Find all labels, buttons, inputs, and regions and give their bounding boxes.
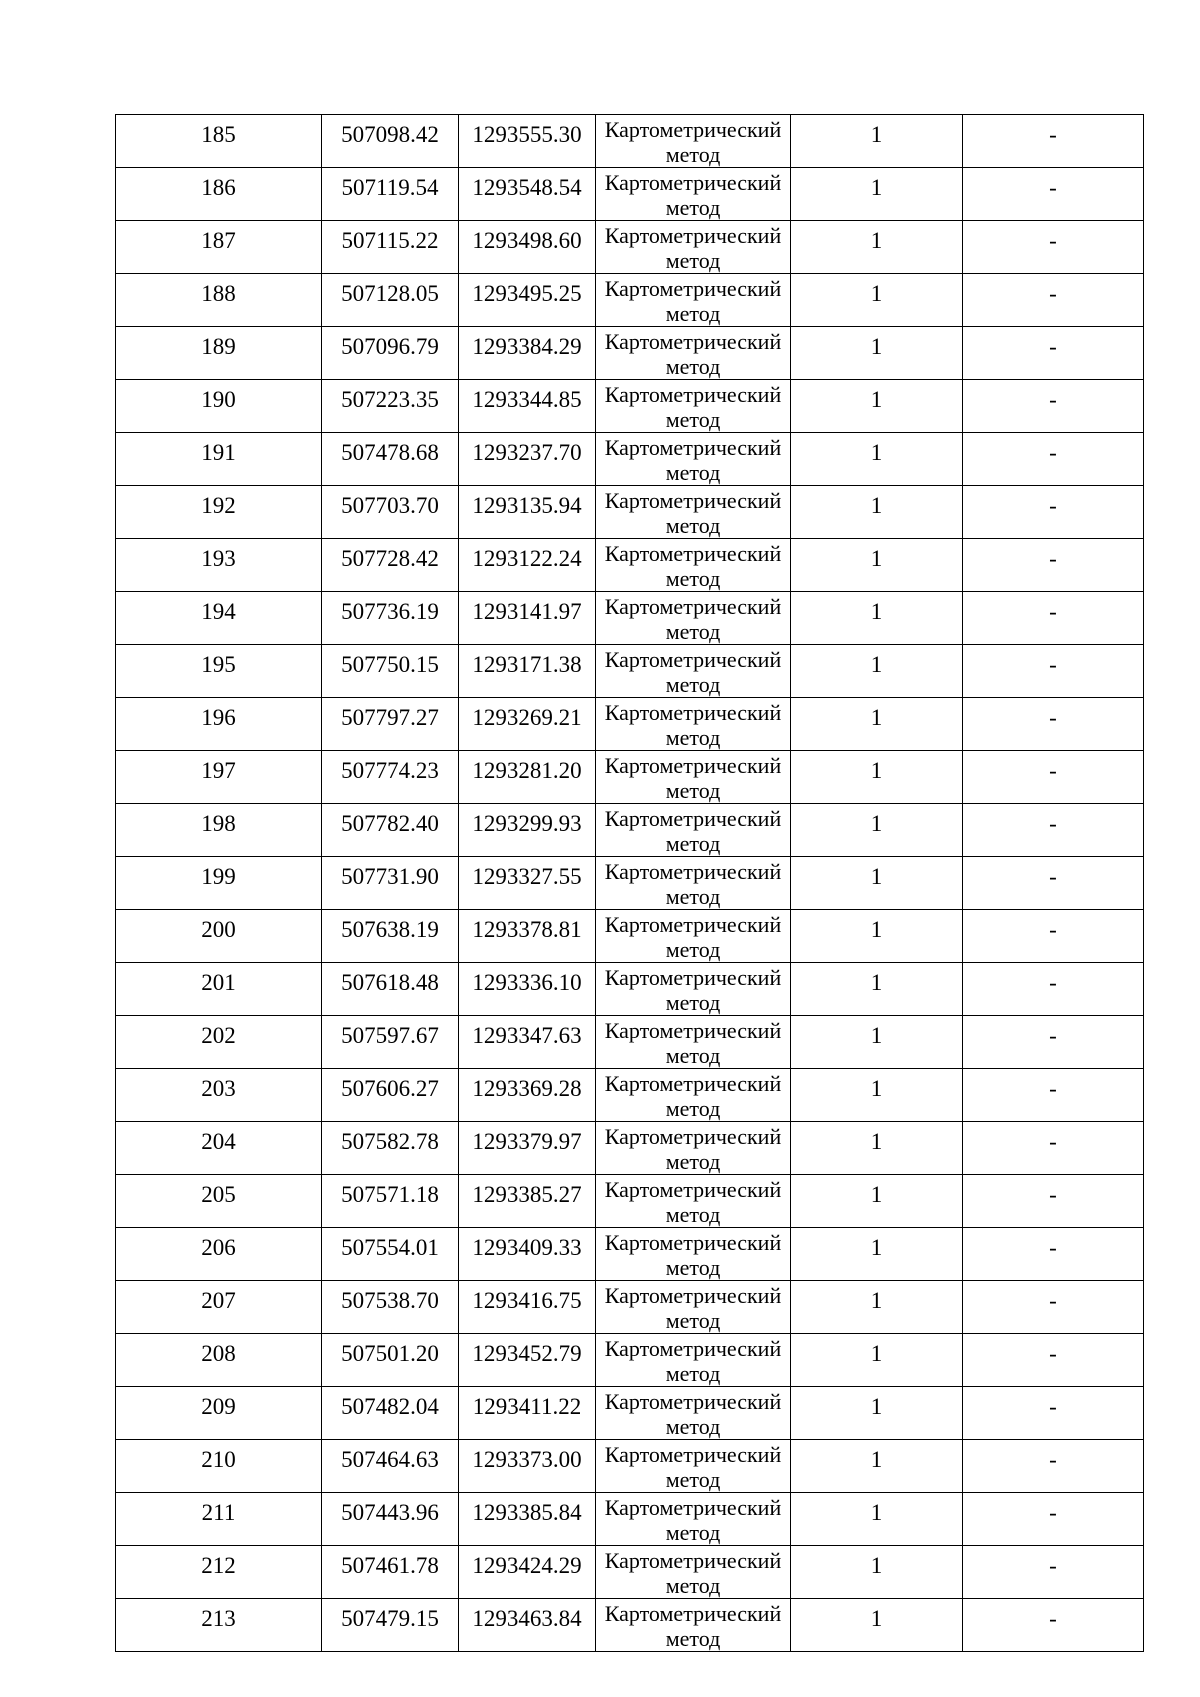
note-cell: -: [963, 327, 1144, 380]
x-coordinate-cell: 507618.48: [322, 963, 459, 1016]
accuracy-cell: 1: [791, 1228, 963, 1281]
y-coordinate-cell: 1293452.79: [459, 1334, 596, 1387]
table-row: [116, 857, 1144, 910]
accuracy-cell: 1: [791, 1493, 963, 1546]
table-body: [116, 115, 1144, 1652]
method-cell: [596, 1387, 791, 1440]
table-row: [116, 327, 1144, 380]
x-coordinate-cell: 507728.42: [322, 539, 459, 592]
x-coordinate-cell: 507582.78: [322, 1122, 459, 1175]
point-number-cell: 202: [116, 1016, 322, 1069]
table-row: [116, 1493, 1144, 1546]
method-line1: Картометрический: [604, 541, 782, 566]
accuracy-cell: 1: [791, 274, 963, 327]
method-cell: [596, 221, 791, 274]
note-cell: -: [963, 963, 1144, 1016]
method-cell: [596, 804, 791, 857]
point-number-cell: 203: [116, 1069, 322, 1122]
y-coordinate-cell: 1293385.84: [459, 1493, 596, 1546]
method-line1: Картометрический: [604, 1071, 782, 1096]
x-coordinate-cell: 507501.20: [322, 1334, 459, 1387]
method-cell: [596, 380, 791, 433]
note-cell: -: [963, 1281, 1144, 1334]
y-coordinate-cell: 1293424.29: [459, 1546, 596, 1599]
method-line1: Картометрический: [604, 329, 782, 354]
point-number-cell: 211: [116, 1493, 322, 1546]
method-line2: метод: [665, 1149, 721, 1174]
table-row: [116, 1228, 1144, 1281]
x-coordinate-cell: 507482.04: [322, 1387, 459, 1440]
y-coordinate-cell: 1293384.29: [459, 327, 596, 380]
note-cell: -: [963, 221, 1144, 274]
x-coordinate-cell: 507782.40: [322, 804, 459, 857]
method-line1: Картометрический: [604, 912, 782, 937]
point-number-cell: 207: [116, 1281, 322, 1334]
method-line2: метод: [665, 1414, 721, 1439]
x-coordinate-cell: 507554.01: [322, 1228, 459, 1281]
method-line1: Картометрический: [604, 170, 782, 195]
method-line1: Картометрический: [604, 1177, 782, 1202]
point-number-cell: 200: [116, 910, 322, 963]
method-line1: Картометрический: [604, 1495, 782, 1520]
note-cell: -: [963, 274, 1144, 327]
method-cell: [596, 963, 791, 1016]
accuracy-cell: 1: [791, 804, 963, 857]
x-coordinate-cell: 507115.22: [322, 221, 459, 274]
x-coordinate-cell: 507731.90: [322, 857, 459, 910]
point-number-cell: 185: [116, 115, 322, 168]
method-line2: метод: [665, 142, 721, 167]
method-line1: Картометрический: [604, 859, 782, 884]
method-cell: [596, 486, 791, 539]
accuracy-cell: 1: [791, 327, 963, 380]
y-coordinate-cell: 1293495.25: [459, 274, 596, 327]
accuracy-cell: 1: [791, 168, 963, 221]
method-cell: [596, 751, 791, 804]
y-coordinate-cell: 1293122.24: [459, 539, 596, 592]
y-coordinate-cell: 1293344.85: [459, 380, 596, 433]
method-line1: Картометрический: [604, 435, 782, 460]
y-coordinate-cell: 1293281.20: [459, 751, 596, 804]
y-coordinate-cell: 1293409.33: [459, 1228, 596, 1281]
method-line1: Картометрический: [604, 965, 782, 990]
point-number-cell: 210: [116, 1440, 322, 1493]
table-row: [116, 1546, 1144, 1599]
point-number-cell: 192: [116, 486, 322, 539]
accuracy-cell: 1: [791, 221, 963, 274]
table-row: [116, 698, 1144, 751]
y-coordinate-cell: 1293411.22: [459, 1387, 596, 1440]
accuracy-cell: 1: [791, 1175, 963, 1228]
y-coordinate-cell: 1293327.55: [459, 857, 596, 910]
note-cell: -: [963, 1069, 1144, 1122]
note-cell: -: [963, 698, 1144, 751]
y-coordinate-cell: 1293171.38: [459, 645, 596, 698]
method-cell: [596, 1334, 791, 1387]
method-cell: [596, 539, 791, 592]
method-cell: [596, 1228, 791, 1281]
accuracy-cell: 1: [791, 433, 963, 486]
method-line1: Картометрический: [604, 223, 782, 248]
method-line1: Картометрический: [604, 1389, 782, 1414]
method-line1: Картометрический: [604, 1018, 782, 1043]
x-coordinate-cell: 507750.15: [322, 645, 459, 698]
method-line2: метод: [665, 725, 721, 750]
accuracy-cell: 1: [791, 1546, 963, 1599]
table-row: [116, 221, 1144, 274]
note-cell: -: [963, 804, 1144, 857]
x-coordinate-cell: 507774.23: [322, 751, 459, 804]
x-coordinate-cell: 507797.27: [322, 698, 459, 751]
method-line1: Картометрический: [604, 700, 782, 725]
point-number-cell: 209: [116, 1387, 322, 1440]
point-number-cell: 213: [116, 1599, 322, 1652]
accuracy-cell: 1: [791, 486, 963, 539]
table-row: [116, 645, 1144, 698]
accuracy-cell: 1: [791, 910, 963, 963]
point-number-cell: 212: [116, 1546, 322, 1599]
y-coordinate-cell: 1293269.21: [459, 698, 596, 751]
accuracy-cell: 1: [791, 539, 963, 592]
accuracy-cell: 1: [791, 1016, 963, 1069]
method-cell: [596, 1440, 791, 1493]
method-line2: метод: [665, 1467, 721, 1492]
y-coordinate-cell: 1293141.97: [459, 592, 596, 645]
method-line2: метод: [665, 513, 721, 538]
point-number-cell: 190: [116, 380, 322, 433]
method-line1: Картометрический: [604, 117, 782, 142]
method-cell: [596, 592, 791, 645]
method-line2: метод: [665, 937, 721, 962]
note-cell: -: [963, 433, 1144, 486]
note-cell: -: [963, 751, 1144, 804]
point-number-cell: 193: [116, 539, 322, 592]
table-row: [116, 1440, 1144, 1493]
note-cell: -: [963, 645, 1144, 698]
method-line1: Картометрический: [604, 1336, 782, 1361]
y-coordinate-cell: 1293378.81: [459, 910, 596, 963]
method-cell: [596, 1016, 791, 1069]
x-coordinate-cell: 507223.35: [322, 380, 459, 433]
accuracy-cell: 1: [791, 1387, 963, 1440]
point-number-cell: 187: [116, 221, 322, 274]
y-coordinate-cell: 1293463.84: [459, 1599, 596, 1652]
note-cell: -: [963, 1016, 1144, 1069]
table-row: [116, 168, 1144, 221]
method-line2: метод: [665, 460, 721, 485]
x-coordinate-cell: 507736.19: [322, 592, 459, 645]
note-cell: -: [963, 1228, 1144, 1281]
method-line2: метод: [665, 990, 721, 1015]
table-row: [116, 380, 1144, 433]
table-row: [116, 1334, 1144, 1387]
method-line2: метод: [665, 195, 721, 220]
table-row: [116, 1016, 1144, 1069]
table-row: [116, 963, 1144, 1016]
point-number-cell: 208: [116, 1334, 322, 1387]
point-number-cell: 188: [116, 274, 322, 327]
x-coordinate-cell: 507478.68: [322, 433, 459, 486]
note-cell: -: [963, 115, 1144, 168]
y-coordinate-cell: 1293135.94: [459, 486, 596, 539]
table-row: [116, 274, 1144, 327]
x-coordinate-cell: 507098.42: [322, 115, 459, 168]
table-row: [116, 751, 1144, 804]
method-line1: Картометрический: [604, 276, 782, 301]
x-coordinate-cell: 507538.70: [322, 1281, 459, 1334]
y-coordinate-cell: 1293373.00: [459, 1440, 596, 1493]
point-number-cell: 206: [116, 1228, 322, 1281]
method-line2: метод: [665, 619, 721, 644]
method-cell: [596, 1122, 791, 1175]
point-number-cell: 196: [116, 698, 322, 751]
method-line1: Картометрический: [604, 1601, 782, 1626]
note-cell: -: [963, 1599, 1144, 1652]
accuracy-cell: 1: [791, 857, 963, 910]
y-coordinate-cell: 1293555.30: [459, 115, 596, 168]
point-number-cell: 205: [116, 1175, 322, 1228]
table-row: [116, 592, 1144, 645]
method-line1: Картометрический: [604, 1548, 782, 1573]
accuracy-cell: 1: [791, 380, 963, 433]
method-line2: метод: [665, 1626, 721, 1651]
table-row: [116, 433, 1144, 486]
accuracy-cell: 1: [791, 592, 963, 645]
table-row: [116, 1175, 1144, 1228]
method-line2: метод: [665, 831, 721, 856]
point-number-cell: 199: [116, 857, 322, 910]
point-number-cell: 198: [116, 804, 322, 857]
x-coordinate-cell: 507119.54: [322, 168, 459, 221]
note-cell: -: [963, 910, 1144, 963]
method-line2: метод: [665, 1308, 721, 1333]
method-line1: Картометрический: [604, 1124, 782, 1149]
accuracy-cell: 1: [791, 1281, 963, 1334]
method-cell: [596, 115, 791, 168]
method-line1: Картометрический: [604, 1442, 782, 1467]
accuracy-cell: 1: [791, 698, 963, 751]
method-cell: [596, 1546, 791, 1599]
y-coordinate-cell: 1293347.63: [459, 1016, 596, 1069]
accuracy-cell: 1: [791, 963, 963, 1016]
note-cell: -: [963, 1546, 1144, 1599]
table-row: [116, 486, 1144, 539]
method-cell: [596, 910, 791, 963]
method-line2: метод: [665, 1202, 721, 1227]
accuracy-cell: 1: [791, 751, 963, 804]
accuracy-cell: 1: [791, 115, 963, 168]
method-cell: [596, 1599, 791, 1652]
x-coordinate-cell: 507443.96: [322, 1493, 459, 1546]
note-cell: -: [963, 857, 1144, 910]
method-cell: [596, 433, 791, 486]
point-number-cell: 191: [116, 433, 322, 486]
method-cell: [596, 645, 791, 698]
x-coordinate-cell: 507461.78: [322, 1546, 459, 1599]
y-coordinate-cell: 1293548.54: [459, 168, 596, 221]
accuracy-cell: 1: [791, 1069, 963, 1122]
accuracy-cell: 1: [791, 1599, 963, 1652]
note-cell: -: [963, 1440, 1144, 1493]
method-line2: метод: [665, 301, 721, 326]
table-row: [116, 1599, 1144, 1652]
method-line2: метод: [665, 1096, 721, 1121]
y-coordinate-cell: 1293498.60: [459, 221, 596, 274]
note-cell: -: [963, 380, 1144, 433]
accuracy-cell: 1: [791, 1440, 963, 1493]
note-cell: -: [963, 1387, 1144, 1440]
table-row: [116, 1387, 1144, 1440]
method-cell: [596, 327, 791, 380]
method-line2: метод: [665, 884, 721, 909]
point-number-cell: 195: [116, 645, 322, 698]
note-cell: -: [963, 1122, 1144, 1175]
method-line2: метод: [665, 1361, 721, 1386]
method-line1: Картометрический: [604, 594, 782, 619]
y-coordinate-cell: 1293299.93: [459, 804, 596, 857]
method-cell: [596, 1069, 791, 1122]
method-cell: [596, 698, 791, 751]
x-coordinate-cell: 507606.27: [322, 1069, 459, 1122]
method-line2: метод: [665, 1520, 721, 1545]
table-row: [116, 539, 1144, 592]
coordinates-table: [115, 114, 1144, 1652]
table-row: [116, 910, 1144, 963]
note-cell: -: [963, 168, 1144, 221]
method-cell: [596, 168, 791, 221]
method-line2: метод: [665, 1573, 721, 1598]
note-cell: -: [963, 1493, 1144, 1546]
x-coordinate-cell: 507638.19: [322, 910, 459, 963]
x-coordinate-cell: 507703.70: [322, 486, 459, 539]
point-number-cell: 204: [116, 1122, 322, 1175]
method-line1: Картометрический: [604, 753, 782, 778]
method-line2: метод: [665, 248, 721, 273]
y-coordinate-cell: 1293379.97: [459, 1122, 596, 1175]
y-coordinate-cell: 1293237.70: [459, 433, 596, 486]
table-row: [116, 1122, 1144, 1175]
y-coordinate-cell: 1293336.10: [459, 963, 596, 1016]
method-cell: [596, 274, 791, 327]
method-line2: метод: [665, 407, 721, 432]
accuracy-cell: 1: [791, 1334, 963, 1387]
x-coordinate-cell: 507128.05: [322, 274, 459, 327]
method-cell: [596, 857, 791, 910]
point-number-cell: 197: [116, 751, 322, 804]
note-cell: -: [963, 1334, 1144, 1387]
method-line1: Картометрический: [604, 806, 782, 831]
accuracy-cell: 1: [791, 645, 963, 698]
method-cell: [596, 1281, 791, 1334]
method-line2: метод: [665, 566, 721, 591]
method-line1: Картометрический: [604, 647, 782, 672]
method-line2: метод: [665, 778, 721, 803]
point-number-cell: 201: [116, 963, 322, 1016]
note-cell: -: [963, 1175, 1144, 1228]
x-coordinate-cell: 507464.63: [322, 1440, 459, 1493]
method-line1: Картометрический: [604, 1283, 782, 1308]
method-line2: метод: [665, 1255, 721, 1280]
x-coordinate-cell: 507479.15: [322, 1599, 459, 1652]
x-coordinate-cell: 507096.79: [322, 327, 459, 380]
y-coordinate-cell: 1293385.27: [459, 1175, 596, 1228]
table-row: [116, 1281, 1144, 1334]
y-coordinate-cell: 1293416.75: [459, 1281, 596, 1334]
table-row: [116, 1069, 1144, 1122]
method-line1: Картометрический: [604, 382, 782, 407]
method-line1: Картометрический: [604, 488, 782, 513]
note-cell: -: [963, 486, 1144, 539]
point-number-cell: 186: [116, 168, 322, 221]
method-line1: Картометрический: [604, 1230, 782, 1255]
accuracy-cell: 1: [791, 1122, 963, 1175]
method-line2: метод: [665, 354, 721, 379]
table-row: [116, 804, 1144, 857]
note-cell: -: [963, 539, 1144, 592]
point-number-cell: 194: [116, 592, 322, 645]
method-cell: [596, 1175, 791, 1228]
method-line2: метод: [665, 672, 721, 697]
method-line2: метод: [665, 1043, 721, 1068]
x-coordinate-cell: 507571.18: [322, 1175, 459, 1228]
table-row: [116, 115, 1144, 168]
note-cell: -: [963, 592, 1144, 645]
method-cell: [596, 1493, 791, 1546]
x-coordinate-cell: 507597.67: [322, 1016, 459, 1069]
point-number-cell: 189: [116, 327, 322, 380]
y-coordinate-cell: 1293369.28: [459, 1069, 596, 1122]
